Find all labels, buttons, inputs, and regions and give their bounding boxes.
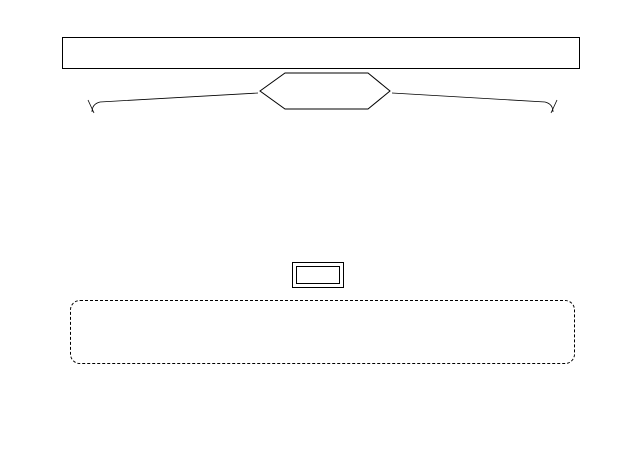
flag-label	[296, 266, 340, 284]
flag-box	[292, 262, 344, 288]
main-building-label	[290, 78, 360, 104]
right-arc	[392, 93, 553, 112]
left-arc	[92, 93, 258, 112]
notes-box	[70, 300, 575, 364]
